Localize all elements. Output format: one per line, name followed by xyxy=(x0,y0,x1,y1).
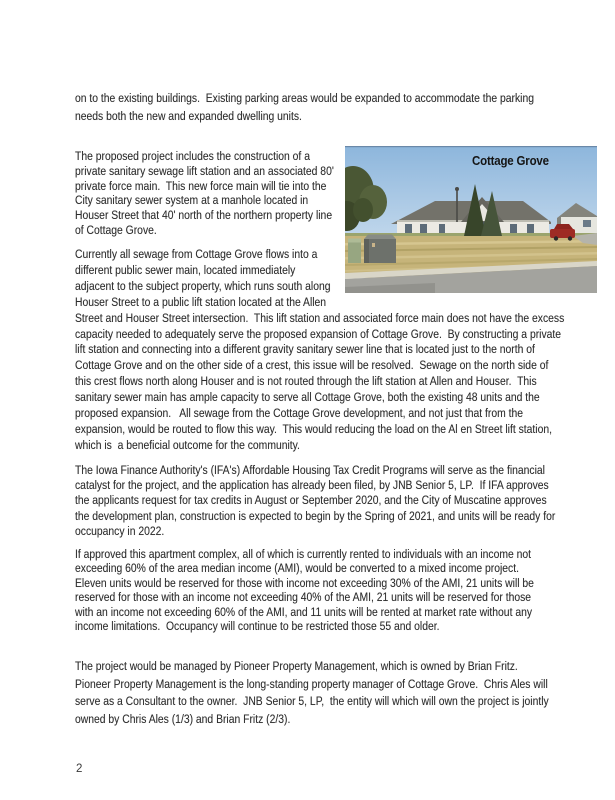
paragraph-proposed-project xyxy=(75,149,340,238)
paragraph-sewage-routing xyxy=(75,247,568,454)
tree xyxy=(353,198,373,222)
paragraph-ifa-tax-credit xyxy=(75,463,559,539)
lamp-post xyxy=(456,190,458,222)
photo-top-edge xyxy=(345,146,597,147)
paragraph-text: The proposed project includes the construction of a private sanitary sewage lift station and an associated 80' private force main. This new force main will tie into the City sanitary sewer system at a manhole located in Houser Street that 40' north of the northern property line of Cottage Grove. xyxy=(75,149,337,237)
paragraph-text: The Iowa Finance Authority's (IFA's) Affordable Housing Tax Credit Programs will serve as the financial catalyst for the project, and the application has already been filed, by JNB Senior 5, LP. If IFA approves the applicants request for tax credits in August or September 2020, and the City of Muscatine approves the development plan, construction is expected to begin by the Spring of 2021, and units will be ready for occupancy in 2022. xyxy=(75,463,559,538)
red-car xyxy=(550,229,575,238)
right-house-window xyxy=(583,220,591,227)
car-wheel xyxy=(568,236,572,240)
utility-box-green-top xyxy=(348,239,361,243)
paragraph-text: If approved this apartment complex, all of which is currently rented to individuals with an income not exceeding 60% of the area median income (AMI), would be converted to a mixed income project. Eleven units would be reserved for those with income not exceeding 30% of the AMI, 21 units will be reserved for those with an income not exceeding 40% of the AMI, 21 units will be reserved for those with an income not exceeding 60% of the AMI, and 11 units will be rented at market rate without any income limitations. Occupancy will continue to be restricted those 55 and older. xyxy=(75,547,537,634)
paragraph-parking xyxy=(75,90,559,126)
paragraph-income-mix xyxy=(75,547,548,633)
car-wheel xyxy=(554,236,558,240)
paragraph-management xyxy=(75,658,559,728)
window xyxy=(510,224,517,233)
paragraph-text: on to the existing buildings. Existing parking areas would be expanded to accommodate the parking needs both the new and expanded dwelling units. xyxy=(75,91,537,123)
utility-box-gray-top xyxy=(364,235,396,240)
paragraph-text: The project would be managed by Pioneer Property Management, which is owned by Brian Fritz. Pioneer Property Management is the long-standing property manager of Cottage Grove. Chris Ales will serve as a Consultant to the owner. JNB Senior 5, LP, the entity will which will own the project is jointly owned by Chris Ales (1/3) and Brian Fritz (2/3). xyxy=(75,659,552,726)
window xyxy=(420,224,427,233)
paragraph-text: Currently all sewage from Cottage Grove flows into a different public sewer main, located immediately adjacent to the subject property, which runs south along Houser Street to a public lift station located at the Allen Street and Houser Street intersection. This lift station and associated force main does not have the excess capacity needed to adequately serve the proposed expansion of Cottage Grove. By constructing a private lift station and connecting into a different gravity sanitary sewer line that is located just to the north of Cottage Grove and on the other side of a crest, this issue will be resolved. Sewage on the north side of this crest flows north along Houser and is not routed through the lift station at Allen and Houser. This sanitary sewer main has ample capacity to serve all Cottage Grove, both the existing 48 units and the proposed expansion. All sewage from the Cottage Grove development, and not just that from the expansion, would be routed to flow this way. This would reducing the load on the Al en Street lift station, which is a beneficial outcome for the community. xyxy=(75,247,568,452)
photo-caption: Cottage Grove xyxy=(472,154,549,168)
window xyxy=(527,224,534,233)
window xyxy=(405,224,412,233)
photo-wrap-spacer xyxy=(336,247,565,303)
window xyxy=(439,224,445,233)
lamp-head xyxy=(455,187,459,191)
page-number: 2 xyxy=(76,763,83,775)
